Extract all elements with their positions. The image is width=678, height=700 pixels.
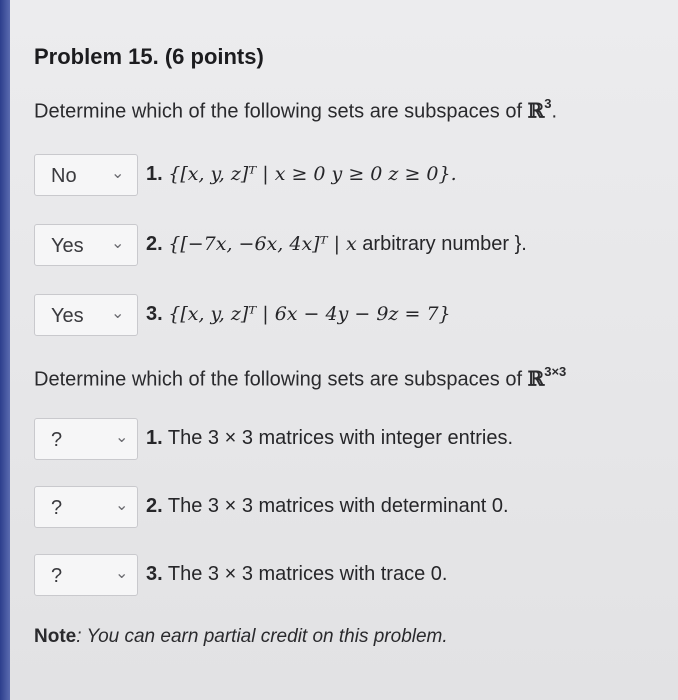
section1-row-1 bbox=[34, 154, 664, 198]
question-math: {[−7x, −6x, 4x]ᵀ | x bbox=[168, 233, 357, 255]
answer-select-4[interactable] bbox=[34, 418, 138, 460]
question-text-4 bbox=[146, 427, 513, 450]
question-number: 2. bbox=[146, 495, 163, 517]
chevron-down-icon: ⌄ bbox=[115, 429, 129, 446]
answer-select-3[interactable] bbox=[34, 294, 138, 336]
question-text-5 bbox=[146, 495, 509, 518]
problem-title: Problem 15. (6 points) bbox=[34, 44, 264, 69]
chevron-down-icon: ⌄ bbox=[111, 305, 125, 322]
answer-select-value: ? bbox=[51, 497, 63, 519]
section2-row-3 bbox=[34, 554, 664, 598]
question-number: 3. bbox=[146, 563, 163, 585]
note bbox=[34, 626, 448, 648]
section2-row-2 bbox=[34, 486, 664, 530]
section1-prompt-trail: . bbox=[551, 100, 558, 123]
question-text-2 bbox=[146, 233, 527, 256]
answer-select-2[interactable] bbox=[34, 224, 138, 266]
question-number: 2. bbox=[146, 233, 163, 255]
left-edge-strip bbox=[0, 0, 10, 700]
section1-space-symbol: ℝ bbox=[527, 98, 545, 123]
section2-row-1 bbox=[34, 418, 664, 462]
question-math: {[x, y, z]ᵀ | x ≥ 0 y ≥ 0 z ≥ 0}. bbox=[168, 163, 457, 185]
note-text: : You can earn partial credit on this problem. bbox=[76, 626, 448, 647]
section2-space-symbol: ℝ bbox=[527, 366, 545, 391]
chevron-down-icon: ⌄ bbox=[115, 565, 129, 582]
section2-prompt bbox=[34, 366, 566, 392]
question-number: 3. bbox=[146, 303, 163, 325]
question-plain: The 3 × 3 matrices with integer entries. bbox=[167, 427, 514, 449]
problem-page bbox=[10, 0, 678, 700]
answer-select-value: Yes bbox=[51, 235, 84, 257]
answer-select-value: ? bbox=[51, 429, 63, 451]
note-label: Note bbox=[34, 626, 77, 647]
section1-row-3 bbox=[34, 294, 664, 338]
section1-prompt-text: Determine which of the following sets are subspaces of bbox=[34, 100, 528, 123]
question-plain: The 3 × 3 matrices with determinant 0. bbox=[167, 495, 509, 517]
answer-select-6[interactable] bbox=[34, 554, 138, 596]
section2-space-exponent: 3×3 bbox=[544, 364, 567, 379]
section1-prompt bbox=[34, 98, 557, 124]
question-number: 1. bbox=[146, 427, 163, 449]
section1-row-2 bbox=[34, 224, 664, 268]
question-text-3 bbox=[146, 303, 451, 326]
question-plain: The 3 × 3 matrices with trace 0. bbox=[167, 563, 448, 585]
answer-select-value: ? bbox=[51, 565, 63, 587]
question-text-1 bbox=[146, 163, 457, 186]
question-math: {[x, y, z]ᵀ | 6x − 4y − 9z = 7} bbox=[168, 303, 451, 325]
answer-select-value: No bbox=[51, 165, 77, 187]
section2-prompt-text: Determine which of the following sets are subspaces of bbox=[34, 368, 528, 391]
chevron-down-icon: ⌄ bbox=[115, 497, 129, 514]
answer-select-value: Yes bbox=[51, 305, 84, 327]
chevron-down-icon: ⌄ bbox=[111, 235, 125, 252]
section1-space-exponent: 3 bbox=[544, 96, 552, 111]
question-plain: arbitrary number }. bbox=[356, 233, 527, 255]
chevron-down-icon: ⌄ bbox=[111, 165, 125, 182]
question-number: 1. bbox=[146, 163, 163, 185]
answer-select-5[interactable] bbox=[34, 486, 138, 528]
question-text-6 bbox=[146, 563, 447, 586]
answer-select-1[interactable] bbox=[34, 154, 138, 196]
